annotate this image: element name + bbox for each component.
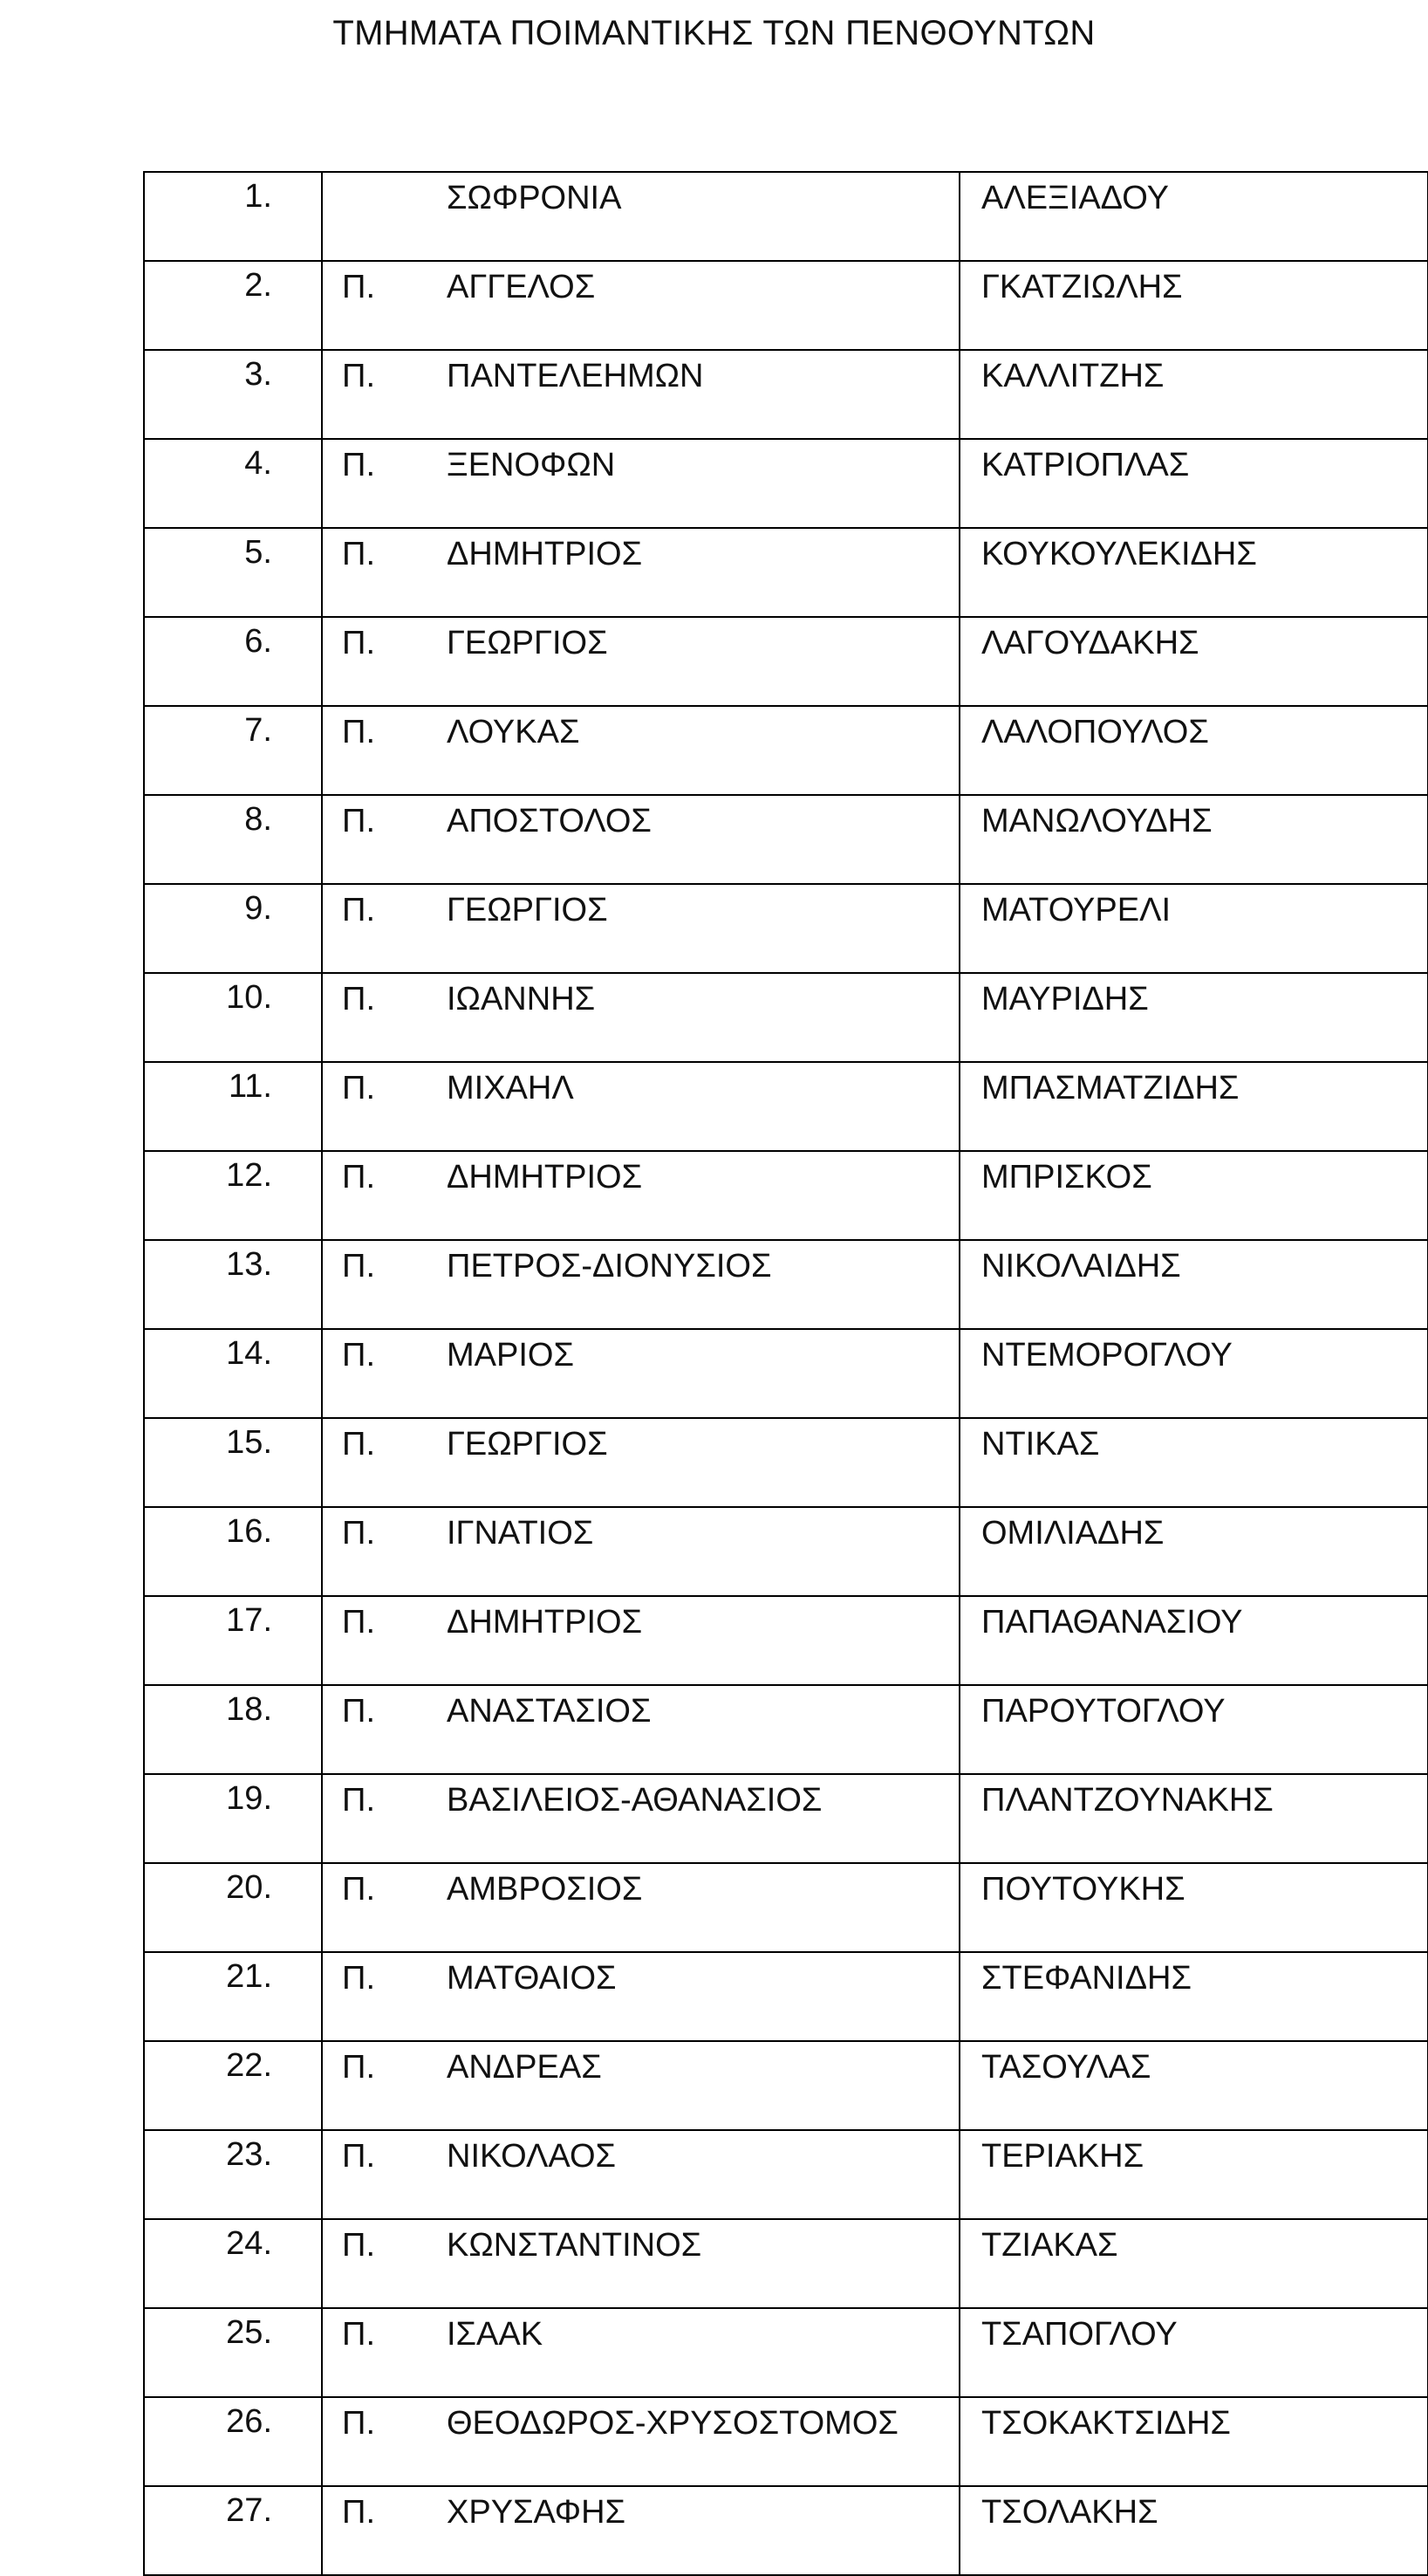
clergy-title: Π. [342,1337,375,1374]
table-row [144,2219,1428,2308]
first-name: ΣΩΦΡΟΝΙΑ [447,180,622,216]
table-row [144,706,1428,795]
surname-cell [960,2130,1428,2219]
surname: ΝΤΙΚΑΣ [981,1426,1100,1463]
row-number: 1. [244,178,272,215]
clergy-title: Π. [342,1871,375,1908]
first-name: ΙΣΑΑΚ [447,2316,543,2353]
table-row [144,1685,1428,1774]
name-cell [322,2130,960,2219]
row-number: 3. [244,356,272,393]
surname-cell [960,1418,1428,1507]
clergy-title: Π. [342,2494,375,2531]
table-row [144,2308,1428,2397]
row-number: 26. [226,2403,272,2440]
name-cell [322,2397,960,2486]
clergy-title: Π. [342,625,375,661]
table-row [144,2041,1428,2130]
row-number: 23. [226,2136,272,2173]
surname-cell [960,261,1428,350]
surname: ΚΟΥΚΟΥΛΕΚΙΔΗΣ [981,536,1257,572]
table-row [144,2397,1428,2486]
name-cell [322,795,960,884]
name-cell [322,706,960,795]
surname: ΚΑΛΛΙΤΖΗΣ [981,358,1165,394]
row-number: 17. [226,1602,272,1639]
clergy-title: Π. [342,358,375,394]
name-cell [322,617,960,706]
clergy-title: Π. [342,2227,375,2264]
row-number-cell [144,350,322,439]
surname: ΠΑΡΟΥΤΟΓΛΟΥ [981,1693,1226,1730]
table-row [144,1151,1428,1240]
name-cell [322,1596,960,1685]
surname: ΜΠΡΙΣΚΟΣ [981,1159,1152,1196]
name-cell [322,1151,960,1240]
clergy-title: Π. [342,2405,375,2442]
row-number: 25. [226,2314,272,2351]
clergy-title: Π. [342,1426,375,1463]
row-number: 21. [226,1958,272,1995]
surname-cell [960,439,1428,528]
row-number: 18. [226,1691,272,1728]
name-cell [322,2308,960,2397]
table-row [144,528,1428,617]
surname: ΤΑΣΟΥΛΑΣ [981,2049,1151,2086]
name-cell [322,1685,960,1774]
surname: ΛΑΛΟΠΟΥΛΟΣ [981,714,1209,750]
clergy-title: Π. [342,447,375,483]
clergy-title: Π. [342,981,375,1017]
first-name: ΔΗΜΗΤΡΙΟΣ [447,1159,643,1196]
row-number: 14. [226,1335,272,1372]
surname: ΚΑΤΡΙΟΠΛΑΣ [981,447,1190,483]
table-row [144,1240,1428,1329]
table-row [144,1507,1428,1596]
surname: ΝΤΕΜΟΡΟΓΛΟΥ [981,1337,1233,1374]
name-cell [322,1418,960,1507]
first-name: ΜΙΧΑΗΛ [447,1070,574,1106]
clergy-title: Π. [342,1515,375,1552]
surname-cell [960,1863,1428,1952]
row-number: 4. [244,445,272,482]
surname-cell [960,617,1428,706]
first-name: ΠΕΤΡΟΣ-ΔΙΟΝΥΣΙΟΣ [447,1248,772,1285]
first-name: ΙΓΝΑΤΙΟΣ [447,1515,594,1552]
first-name: ΓΕΩΡΓΙΟΣ [447,625,608,661]
table-row [144,1774,1428,1863]
row-number: 2. [244,267,272,304]
surname-cell [960,1151,1428,1240]
first-name: ΓΕΩΡΓΙΟΣ [447,1426,608,1463]
surname: ΝΙΚΟΛΑΙΔΗΣ [981,1248,1181,1285]
row-number: 22. [226,2047,272,2084]
surname: ΤΣΟΚΑΚΤΣΙΔΗΣ [981,2405,1231,2442]
row-number-cell [144,1418,322,1507]
first-name: ΚΩΝΣΤΑΝΤΙΝΟΣ [447,2227,702,2264]
page-title: ΤΜΗΜΑΤΑ ΠΟΙΜΑΝΤΙΚΗΣ ΤΩΝ ΠΕΝΘΟΥΝΤΩΝ [332,14,1096,52]
row-number-cell [144,1685,322,1774]
row-number-cell [144,172,322,261]
clergy-title: Π. [342,536,375,572]
row-number: 15. [226,1424,272,1461]
name-cell [322,439,960,528]
row-number-cell [144,884,322,973]
table-row [144,884,1428,973]
surname-cell [960,1240,1428,1329]
surname: ΤΣΟΛΑΚΗΣ [981,2494,1158,2531]
clergy-title: Π. [342,2138,375,2175]
row-number: 9. [244,890,272,927]
name-cell [322,1774,960,1863]
table-row [144,1596,1428,1685]
surname-cell [960,172,1428,261]
surname-cell [960,528,1428,617]
row-number-cell [144,439,322,528]
surname-cell [960,973,1428,1062]
row-number: 16. [226,1513,272,1550]
row-number-cell [144,2308,322,2397]
roster-table [143,171,1428,2576]
first-name: ΑΝΑΣΤΑΣΙΟΣ [447,1693,652,1730]
first-name: ΧΡΥΣΑΦΗΣ [447,2494,626,2531]
row-number: 7. [244,712,272,749]
surname-cell [960,1062,1428,1151]
first-name: ΑΓΓΕΛΟΣ [447,269,596,305]
table-row [144,1329,1428,1418]
first-name: ΑΝΔΡΕΑΣ [447,2049,602,2086]
surname-cell [960,706,1428,795]
row-number-cell [144,1596,322,1685]
first-name: ΓΕΩΡΓΙΟΣ [447,892,608,928]
surname-cell [960,1596,1428,1685]
first-name: ΛΟΥΚΑΣ [447,714,580,750]
surname-cell [960,884,1428,973]
row-number-cell [144,528,322,617]
row-number-cell [144,2130,322,2219]
surname: ΜΑΥΡΙΔΗΣ [981,981,1149,1017]
clergy-title: Π. [342,269,375,305]
table-row [144,172,1428,261]
clergy-title: Π. [342,2049,375,2086]
row-number-cell [144,1151,322,1240]
surname: ΤΖΙΑΚΑΣ [981,2227,1118,2264]
row-number: 27. [226,2492,272,2529]
row-number-cell [144,1240,322,1329]
name-cell [322,973,960,1062]
surname: ΑΛΕΞΙΑΔΟΥ [981,180,1169,216]
name-cell [322,2041,960,2130]
surname: ΤΕΡΙΑΚΗΣ [981,2138,1144,2175]
table-row [144,1863,1428,1952]
first-name: ΝΙΚΟΛΑΟΣ [447,2138,617,2175]
clergy-title: Π. [342,1960,375,1997]
name-cell [322,1240,960,1329]
table-row [144,617,1428,706]
clergy-title: Π. [342,1604,375,1641]
row-number-cell [144,1774,322,1863]
table-row [144,2130,1428,2219]
name-cell [322,884,960,973]
name-cell [322,1329,960,1418]
row-number-cell [144,1062,322,1151]
table-row [144,973,1428,1062]
row-number: 20. [226,1869,272,1906]
first-name: ΜΑΤΘΑΙΟΣ [447,1960,617,1997]
row-number: 19. [226,1780,272,1817]
surname-cell [960,1329,1428,1418]
first-name: ΔΗΜΗΤΡΙΟΣ [447,536,643,572]
row-number: 8. [244,801,272,838]
first-name: ΞΕΝΟΦΩΝ [447,447,616,483]
first-name: ΙΩΑΝΝΗΣ [447,981,596,1017]
surname-cell [960,795,1428,884]
row-number-cell [144,2397,322,2486]
surname: ΠΟΥΤΟΥΚΗΣ [981,1871,1185,1908]
table-row [144,2486,1428,2575]
table-row [144,1952,1428,2041]
row-number-cell [144,795,322,884]
name-cell [322,1062,960,1151]
clergy-title: Π. [342,1070,375,1106]
surname-cell [960,1507,1428,1596]
row-number-cell [144,2486,322,2575]
surname-cell [960,2041,1428,2130]
surname: ΛΑΓΟΥΔΑΚΗΣ [981,625,1199,661]
name-cell [322,1863,960,1952]
clergy-title: Π. [342,1248,375,1285]
table-row [144,261,1428,350]
name-cell [322,528,960,617]
surname-cell [960,350,1428,439]
row-number-cell [144,706,322,795]
clergy-title: Π. [342,892,375,928]
row-number-cell [144,973,322,1062]
clergy-title: Π. [342,714,375,750]
first-name: ΒΑΣΙΛΕΙΟΣ-ΑΘΑΝΑΣΙΟΣ [447,1782,823,1819]
surname: ΜΑΝΩΛΟΥΔΗΣ [981,803,1213,839]
surname-cell [960,2397,1428,2486]
name-cell [322,350,960,439]
roster-body [144,172,1428,2575]
row-number-cell [144,1952,322,2041]
row-number: 12. [226,1157,272,1194]
row-number-cell [144,1507,322,1596]
first-name: ΜΑΡΙΟΣ [447,1337,574,1374]
surname-cell [960,2219,1428,2308]
clergy-title: Π. [342,803,375,839]
row-number-cell [144,261,322,350]
table-row [144,1062,1428,1151]
name-cell [322,2219,960,2308]
clergy-title: Π. [342,1693,375,1730]
row-number: 13. [226,1246,272,1283]
surname: ΠΛΑΝΤΖΟΥΝΑΚΗΣ [981,1782,1274,1819]
name-cell [322,1507,960,1596]
clergy-title: Π. [342,2316,375,2353]
table-row [144,350,1428,439]
row-number: 10. [226,979,272,1016]
name-cell [322,1952,960,2041]
table-row [144,795,1428,884]
surname: ΓΚΑΤΖΙΩΛΗΣ [981,269,1183,305]
surname-cell [960,2308,1428,2397]
first-name: ΘΕΟΔΩΡΟΣ-ΧΡΥΣΟΣΤΟΜΟΣ [447,2405,898,2442]
clergy-title: Π. [342,1159,375,1196]
row-number: 24. [226,2225,272,2262]
row-number: 6. [244,623,272,660]
row-number: 11. [228,1068,272,1105]
surname-cell [960,1685,1428,1774]
row-number-cell [144,2219,322,2308]
surname: ΜΠΑΣΜΑΤΖΙΔΗΣ [981,1070,1240,1106]
row-number-cell [144,1863,322,1952]
row-number-cell [144,1329,322,1418]
surname: ΠΑΠΑΘΑΝΑΣΙΟΥ [981,1604,1243,1641]
row-number: 5. [244,534,272,571]
surname-cell [960,1952,1428,2041]
table-row [144,1418,1428,1507]
first-name: ΠΑΝΤΕΛΕΗΜΩΝ [447,358,704,394]
surname: ΟΜΙΛΙΑΔΗΣ [981,1515,1165,1552]
name-cell [322,261,960,350]
row-number-cell [144,2041,322,2130]
clergy-title: Π. [342,1782,375,1819]
name-cell [322,2486,960,2575]
first-name: ΑΜΒΡΟΣΙΟΣ [447,1871,643,1908]
surname: ΤΣΑΠΟΓΛΟΥ [981,2316,1178,2353]
surname: ΣΤΕΦΑΝΙΔΗΣ [981,1960,1192,1997]
row-number-cell [144,617,322,706]
surname-cell [960,1774,1428,1863]
surname: ΜΑΤΟΥΡΕΛΙ [981,892,1172,928]
name-cell [322,172,960,261]
first-name: ΔΗΜΗΤΡΙΟΣ [447,1604,643,1641]
first-name: ΑΠΟΣΤΟΛΟΣ [447,803,652,839]
surname-cell [960,2486,1428,2575]
table-row [144,439,1428,528]
